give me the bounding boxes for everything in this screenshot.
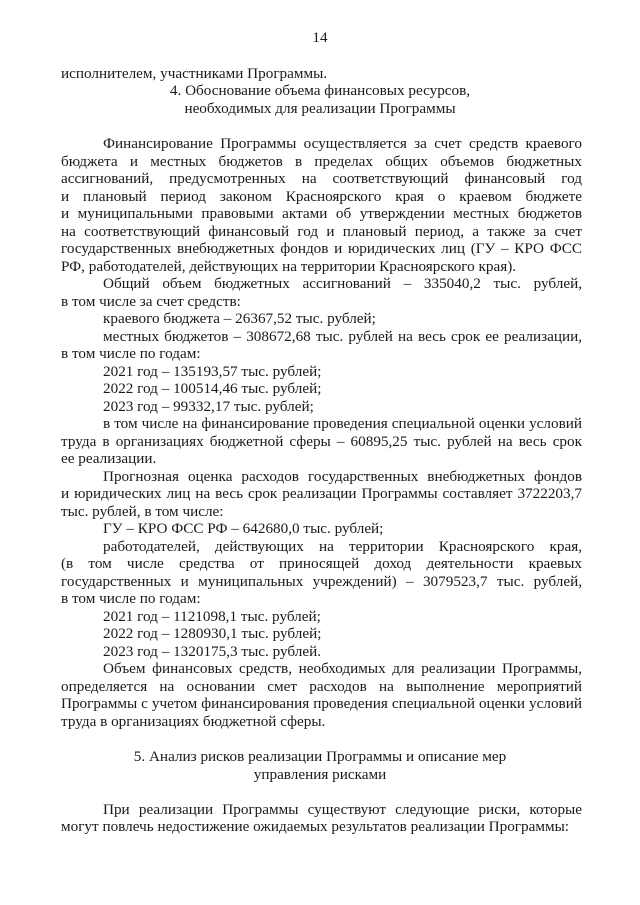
text-line: работодателей, действующих на территории Красноярского края, xyxy=(103,538,582,555)
text-line: 2022 год – 100514,46 тыс. рублей; xyxy=(103,380,322,397)
section-4-heading: 4. Обоснование объема финансовых ресурсов, xyxy=(169,82,471,99)
section-5-heading: управления рисками xyxy=(253,766,387,783)
text-line: При реализации Программы существуют следующие риски, которые xyxy=(103,801,582,818)
text-line: определяется на основании смет расходов на выполнение мероприятий xyxy=(61,678,582,695)
text-line: государственных и муниципальных учреждений) – 3079523,7 тыс. рублей, xyxy=(61,573,582,590)
text-line: РФ, работодателей, действующих на территории Красноярского края). xyxy=(61,258,517,275)
text-line: 2023 год – 1320175,3 тыс. рублей. xyxy=(103,643,321,660)
text-line: на соответствующий финансовый год и плановый период, а также за счет xyxy=(61,223,582,240)
text-line: в том числе по годам: xyxy=(61,345,201,362)
text-line: Объем финансовых средств, необходимых для реализации Программы, xyxy=(103,660,582,677)
text-line: 2023 год – 99332,17 тыс. рублей; xyxy=(103,398,314,415)
text-line: в том числе на финансирование проведения специальной оценки условий xyxy=(103,415,582,432)
text-line: краевого бюджета – 26367,52 тыс. рублей; xyxy=(103,310,376,327)
text-line: Программы с учетом финансирования проведения специальной оценки условий xyxy=(61,695,582,712)
text-line: Общий объем бюджетных ассигнований – 335040,2 тыс. рублей, xyxy=(103,275,582,292)
page-number: 14 xyxy=(312,29,328,46)
text-line: 2022 год – 1280930,1 тыс. рублей; xyxy=(103,625,322,642)
text-line: (в том числе средства от приносящей доход деятельности краевых xyxy=(61,555,582,572)
text-line: тыс. рублей, в том числе: xyxy=(61,503,224,520)
text-line: государственных внебюджетных фондов и юридических лиц (ГУ – КРО ФСС xyxy=(61,240,582,257)
text-line: ГУ – КРО ФСС РФ – 642680,0 тыс. рублей; xyxy=(103,520,384,537)
text-line: бюджета и местных бюджетов в пределах общих объемов бюджетных xyxy=(61,153,582,170)
section-5-heading: 5. Анализ рисков реализации Программы и описание мер xyxy=(133,748,507,765)
text-line: труда в организациях бюджетной сферы – 60895,25 тыс. рублей на весь срок xyxy=(61,433,582,450)
text-line: местных бюджетов – 308672,68 тыс. рублей на весь срок ее реализации, xyxy=(103,328,582,345)
text-line: в том числе за счет средств: xyxy=(61,293,241,310)
text-line: исполнителем, участниками Программы. xyxy=(61,65,328,82)
text-line: и плановый период законом Красноярского края о краевом бюджете xyxy=(61,188,582,205)
text-line: ее реализации. xyxy=(61,450,157,467)
text-line: могут повлечь недостижение ожидаемых результатов реализации Программы: xyxy=(61,818,570,835)
text-line: и юридических лиц на весь срок реализации Программы составляет 3722203,7 xyxy=(61,485,582,502)
section-4-heading: необходимых для реализации Программы xyxy=(184,100,456,117)
text-line: ассигнований, предусмотренных на соответствующий финансовый год xyxy=(61,170,582,187)
text-line: и муниципальными правовыми актами об утверждении местных бюджетов xyxy=(61,205,582,222)
text-line: Прогнозная оценка расходов государственных внебюджетных фондов xyxy=(103,468,582,485)
text-line: труда в организациях бюджетной сферы. xyxy=(61,713,326,730)
text-line: 2021 год – 135193,57 тыс. рублей; xyxy=(103,363,322,380)
text-line: Финансирование Программы осуществляется за счет средств краевого xyxy=(103,135,582,152)
text-line: 2021 год – 1121098,1 тыс. рублей; xyxy=(103,608,321,625)
text-line: в том числе по годам: xyxy=(61,590,201,607)
